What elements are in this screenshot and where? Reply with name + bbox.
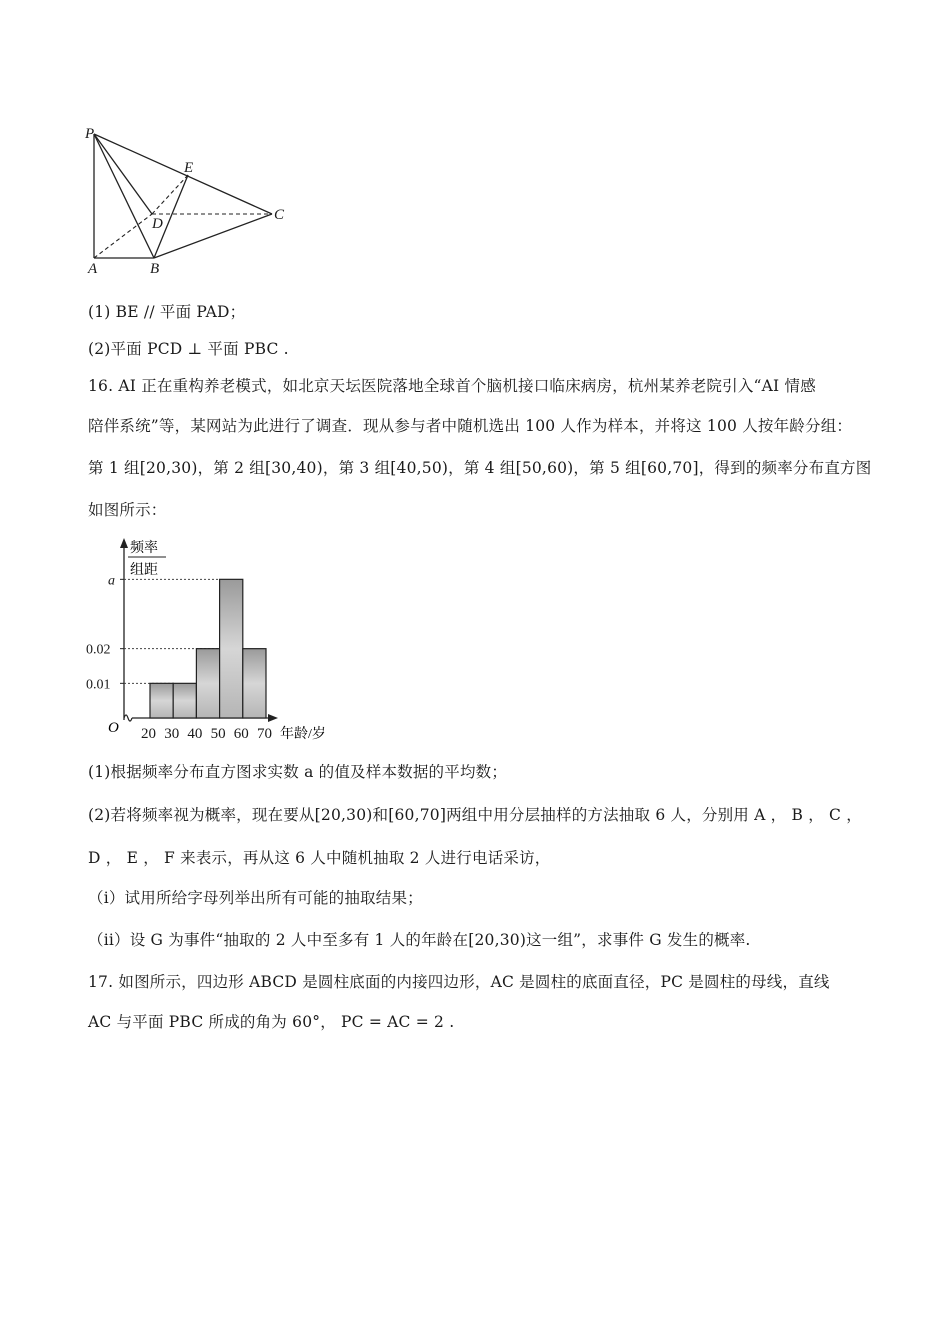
q16-line-4: 如图所示： bbox=[88, 501, 167, 519]
histogram-bar-5 bbox=[243, 649, 266, 718]
y-tick-label-3: a bbox=[108, 573, 115, 589]
q17-line1: 17. 如图所示，四边形 ABCD 是圆柱底面的内接四边形，AC 是圆柱的底面直径，PC 是圆柱的母线，直线 bbox=[88, 973, 830, 991]
edge-pd bbox=[94, 134, 152, 214]
q16-line-3: 第 1 组[20,30)，第 2 组[30,40)，第 3 组[40,50)，第 4 组[50,60)，第 5 组[60,70]，得到的频率分布直方图 bbox=[88, 459, 872, 477]
pyramid-figure bbox=[80, 120, 300, 280]
label-e: E bbox=[184, 160, 194, 176]
y-axis-arrow bbox=[120, 538, 128, 548]
edge-bc bbox=[154, 214, 272, 258]
origin-label: O bbox=[108, 720, 119, 736]
q16-line-2: 陪伴系统”等，某网站为此进行了调查．现从参与者中随机选出 100 人作为样本，并将这 100 人按年龄分组： bbox=[88, 417, 853, 435]
label-p: P bbox=[85, 126, 95, 142]
edge-de bbox=[152, 175, 188, 214]
edge-pb bbox=[94, 134, 154, 258]
x-tick-label-60: 60 bbox=[233, 726, 249, 742]
q15-part2: (2)平面 PCD ⊥ 平面 PBC . bbox=[88, 340, 289, 358]
q17-line2: AC 与平面 PBC 所成的角为 60°， PC = AC = 2 . bbox=[88, 1013, 455, 1031]
q16-line-1: 16. AI 正在重构养老模式，如北京天坛医院落地全球首个脑机接口临床病房，杭州某养老院引入“AI 情感 bbox=[88, 377, 816, 395]
q15-part1: (1) BE // 平面 PAD； bbox=[88, 303, 246, 321]
q16-sub2-line2: D ， E ， F 来表示，再从这 6 人中随机抽取 2 人进行电话采访， bbox=[88, 849, 551, 867]
histogram-bar-1 bbox=[150, 683, 173, 718]
y-tick-label-2: 0.02 bbox=[86, 642, 111, 658]
x-tick-label-30: 30 bbox=[164, 726, 180, 742]
ylabel-top: 频率 bbox=[130, 541, 158, 556]
x-tick-label-40: 40 bbox=[187, 726, 203, 742]
frequency-histogram bbox=[80, 530, 360, 750]
x-tick-label-50: 50 bbox=[210, 726, 226, 742]
histogram-bar-2 bbox=[173, 683, 196, 718]
y-tick-label-1: 0.01 bbox=[86, 677, 111, 693]
label-a: A bbox=[88, 261, 98, 277]
x-tick-label-70: 70 bbox=[257, 726, 272, 742]
label-d: D bbox=[152, 216, 163, 232]
q16-sub2-i: （i）试用所给字母列举出所有可能的抽取结果； bbox=[88, 889, 423, 907]
label-c: C bbox=[274, 207, 285, 223]
ylabel-bottom: 组距 bbox=[130, 563, 158, 578]
edge-pc bbox=[94, 134, 272, 214]
axis-break bbox=[124, 715, 132, 721]
label-b: B bbox=[150, 261, 160, 277]
histogram-bar-3 bbox=[196, 649, 219, 718]
q16-sub2-ii: （ii）设 G 为事件“抽取的 2 人中至多有 1 人的年龄在[20,30)这一组”，求事件 G 发生的概率. bbox=[88, 931, 751, 949]
q16-sub2-line1: (2)若将频率视为概率，现在要从[20,30)和[60,70]两组中用分层抽样的方法抽取 6 人，分别用 A ， B ， C ， bbox=[88, 806, 862, 824]
q16-sub1: (1)根据频率分布直方图求实数 a 的值及样本数据的平均数； bbox=[88, 763, 508, 781]
histogram-bar-4 bbox=[220, 579, 243, 718]
x-tick-label-20: 20 bbox=[141, 726, 156, 742]
xlabel: 年龄/岁 bbox=[280, 727, 326, 742]
x-axis-arrow bbox=[268, 714, 278, 722]
